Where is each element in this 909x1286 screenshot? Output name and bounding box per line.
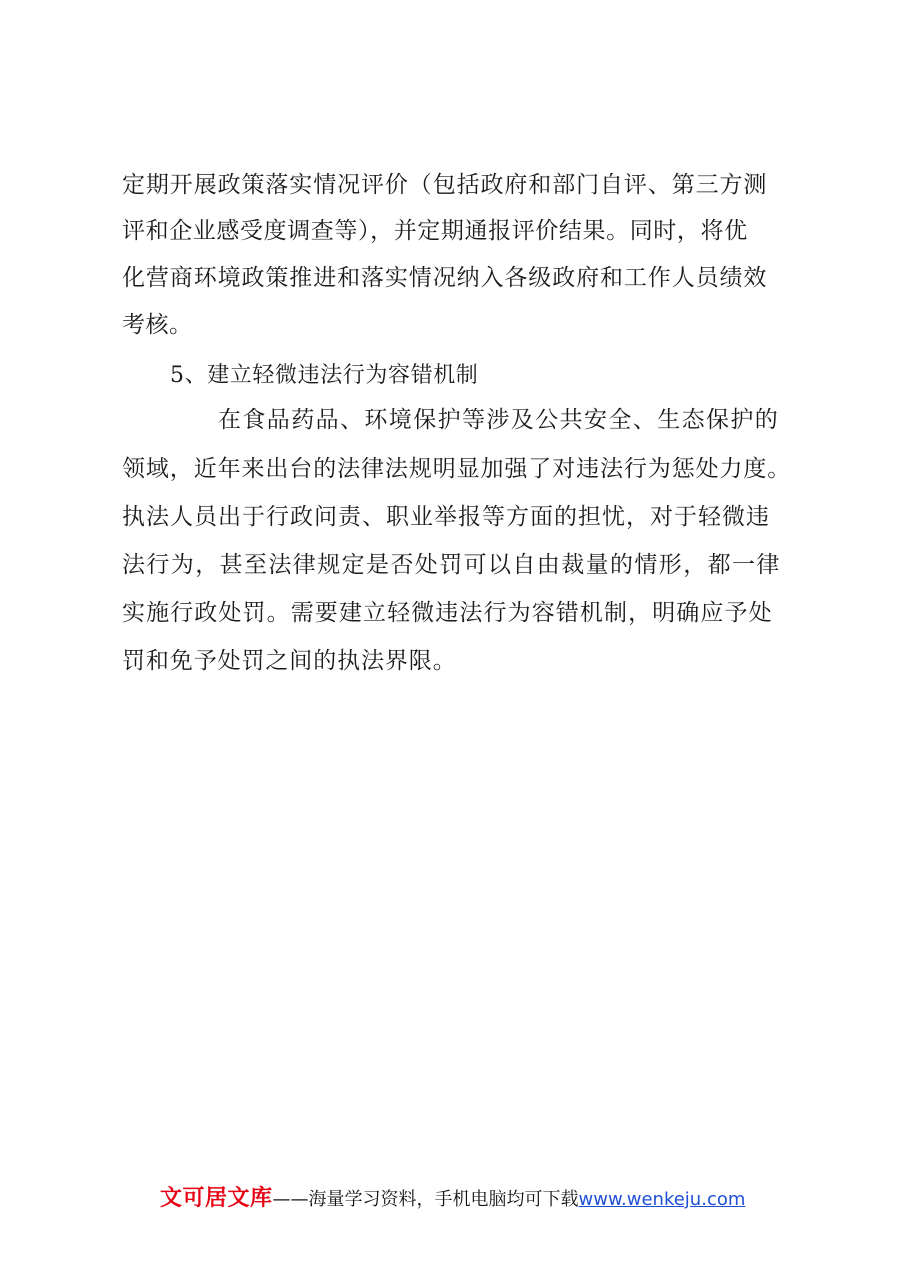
paragraph-line: 法行为，甚至法律规定是否处罚可以自由裁量的情形，都一律: [122, 552, 781, 578]
paragraph-line: 领域，近年来出台的法律法规明显加强了对违法行为惩处力度。: [122, 456, 792, 482]
footer-tagline: ——海量学习资料，手机电脑均可下载: [272, 1189, 579, 1210]
section-heading: 5、建立轻微违法行为容错机制: [170, 363, 479, 388]
footer-brand: 文可居文库: [160, 1186, 273, 1211]
body-text-line: 化营商环境政策推进和落实情况纳入各级政府和工作人员绩效: [122, 265, 768, 291]
paragraph-line: 罚和免予处罚之间的执法界限。: [122, 648, 457, 674]
body-text-line: 考核。: [122, 312, 193, 338]
footer-banner: [160, 1181, 745, 1211]
body-text-line: 定期开展政策落实情况评价（包括政府和部门自评、第三方测: [122, 172, 768, 198]
paragraph-line: 在食品药品、环境保护等涉及公共安全、生态保护的: [218, 407, 780, 433]
paragraph-line: 实施行政处罚。需要建立轻微违法行为容错机制，明确应予处: [122, 600, 773, 626]
body-text-line: 评和企业感受度调查等），并定期通报评价结果。同时，将优: [122, 218, 748, 244]
paragraph-line: 执法人员出于行政问责、职业举报等方面的担忧，对于轻微违: [122, 504, 770, 530]
footer-website-link[interactable]: www.wenkeju.com: [578, 1189, 746, 1210]
